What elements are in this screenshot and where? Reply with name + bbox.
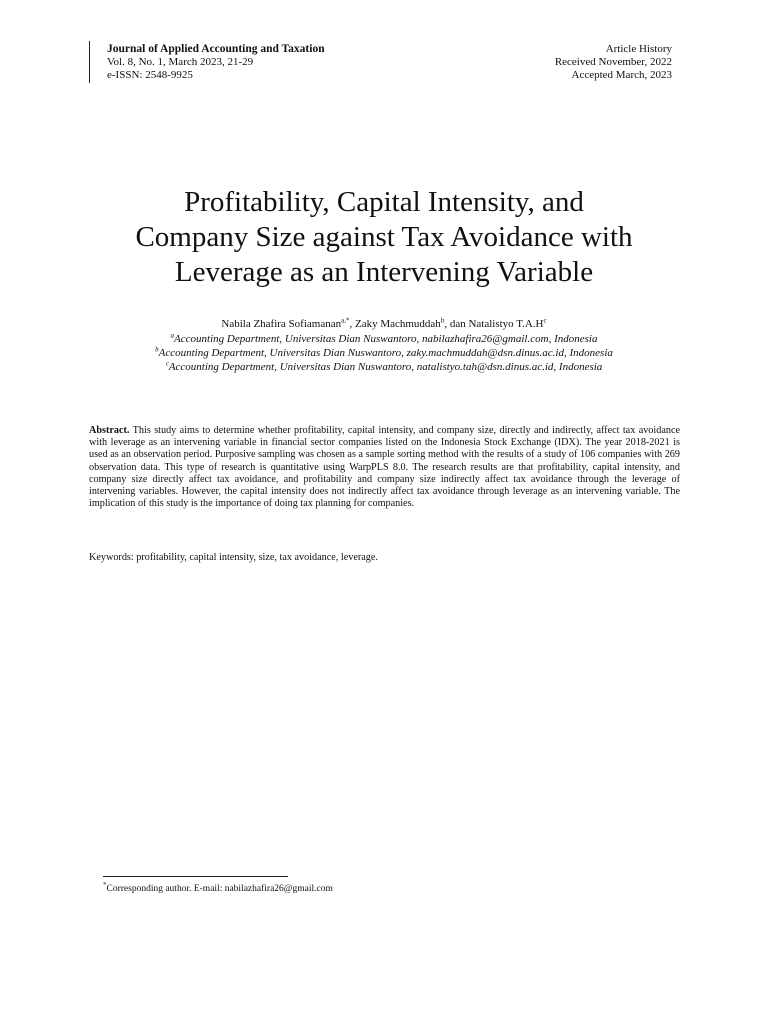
author-superscript: a,*: [341, 316, 350, 325]
abstract: [89, 425, 680, 510]
footnote-mark: *: [103, 880, 107, 889]
affiliation-superscript: a: [170, 331, 175, 340]
author-name: Nabila Zhafira Sofiamanan: [221, 318, 342, 330]
affiliation: [60, 332, 708, 346]
author-superscript: c: [543, 316, 547, 325]
abstract-label: Abstract.: [89, 425, 130, 436]
history-label: Article History: [605, 43, 672, 55]
footnote-text: Corresponding author. E-mail: nabilazhafira26@gmail.com: [106, 884, 333, 894]
history-accepted: Accepted March, 2023: [571, 69, 672, 81]
paper-title: [60, 185, 708, 290]
author-list: [60, 318, 708, 331]
affiliation-superscript: c: [165, 359, 169, 368]
title-line: Leverage as an Intervening Variable: [174, 256, 594, 288]
affiliation-text: Accounting Department, Universitas Dian Nuswantoro, natalistyo.tah@dsn.dinus.ac.id, Indonesia: [168, 361, 603, 373]
affiliation: [60, 346, 708, 360]
title-line: Profitability, Capital Intensity, and: [184, 186, 584, 218]
journal-eissn: e-ISSN: 2548-9925: [107, 69, 193, 81]
affiliation-text: Accounting Department, Universitas Dian Nuswantoro, zaky.machmuddah@dsn.dinus.ac.id, Indonesia: [158, 347, 613, 359]
footnote-divider: [103, 876, 288, 877]
affiliation-list: [60, 332, 708, 374]
author-superscript: b: [440, 316, 445, 325]
history-received: Received November, 2022: [554, 56, 672, 68]
footnote: [103, 880, 333, 895]
author-name: , Zaky Machmuddah: [349, 318, 441, 330]
header-vertical-rule: [89, 41, 90, 83]
abstract-text: This study aims to determine whether profitability, capital intensity, and company size, directly and indirectly, affect tax avoidance with leverage as an intervening variable in financial sector companies listed on the Indonesia Stock Exchange (IDX). The year 2018-2021 is used as an observation period. Purposive sampling was chosen as a sample sorting method with the results of a study of 106 companies with 269 observation data. This type of research is quantitative using WarpPLS 8.0. The research results are that profitability, capital intensity, and company size directly affect tax avoidance, and profitability and company size indirectly affect tax avoidance through the leverage of intervening variables. However, the capital intensity does not indirectly affect tax avoidance through leverage as an intervening variable. The implication of this study is the importance of doing tax planning for companies.: [89, 425, 680, 510]
article-history: [555, 43, 672, 82]
journal-volume: Vol. 8, No. 1, March 2023, 21-29: [107, 56, 254, 68]
journal-name: Journal of Applied Accounting and Taxation: [107, 43, 325, 55]
author-name: , dan Natalistyo T.A.H: [444, 318, 544, 330]
journal-info: [107, 43, 325, 82]
affiliation-superscript: b: [155, 345, 159, 354]
affiliation-text: Accounting Department, Universitas Dian Nuswantoro, nabilazhafira26@gmail.com, Indonesia: [174, 333, 598, 345]
affiliation: [60, 360, 708, 374]
keywords: Keywords: profitability, capital intensity, size, tax avoidance, leverage.: [89, 552, 378, 563]
title-line: Company Size against Tax Avoidance with: [135, 221, 633, 253]
